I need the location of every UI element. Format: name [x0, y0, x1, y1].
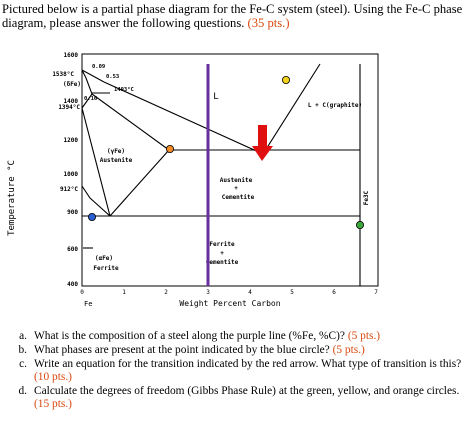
region-plus-1: + — [234, 185, 238, 192]
y-tick-900: 900 — [67, 209, 78, 216]
y-tick-1394: 1394°C — [58, 104, 80, 111]
question-d — [8, 385, 470, 411]
label-0-53: 0.53 — [106, 74, 120, 80]
question-points: (15 pts.) — [34, 398, 72, 410]
y-tick-1400: 1400 — [63, 98, 78, 105]
y-tick-600: 600 — [67, 246, 78, 253]
blue-circle — [88, 213, 95, 220]
question-letter: a. — [19, 330, 27, 342]
intro-text: Pictured below is a partial phase diagram for the Fe-C system (steel). Using the Fe-C phase diagram, please answer the following questions. — [2, 2, 463, 30]
region-ferrite: Ferrite — [93, 265, 119, 272]
x-tick-2: 2 — [164, 289, 168, 296]
question-letter: c. — [19, 358, 27, 370]
y-axis-label: Temperature °C — [7, 160, 17, 236]
region-fer-cem-1: Ferrite — [209, 241, 235, 248]
question-points: (5 pts.) — [332, 344, 365, 356]
yellow-circle — [282, 76, 289, 83]
question-text: What is the composition of a steel along the purple line (%Fe, %C)? — [34, 330, 345, 342]
region-plus-2: + — [220, 250, 224, 257]
question-b — [8, 344, 470, 357]
region-l-graphite: L + C(graphite) — [307, 102, 363, 109]
x-tick-3: 3 — [206, 289, 210, 296]
region-fe3c: Fe3C — [363, 190, 370, 206]
question-text: Calculate the degrees of freedom (Gibbs Phase Rule) at the green, yellow, and orange circles. — [34, 385, 460, 397]
fe-c-phase-diagram — [0, 48, 474, 314]
question-text: What phases are present at the point indicated by the blue circle? — [34, 344, 330, 356]
y-tick-1000: 1000 — [63, 171, 78, 178]
region-aus-cem-2: Cementite — [221, 194, 255, 201]
question-points: (5 pts.) — [347, 330, 381, 342]
x-tick-4: 4 — [248, 289, 252, 296]
solidus-line — [92, 94, 169, 150]
x-tick-6: 6 — [332, 289, 336, 296]
x-tick-7: 7 — [374, 289, 378, 296]
question-points: (10 pts.) — [34, 371, 72, 383]
region-delta: (δFe) — [62, 81, 82, 88]
region-aus-cem-1: Austenite — [219, 177, 253, 184]
x-left-label: Fe — [84, 300, 93, 308]
label-1493: 1493°C — [114, 87, 134, 93]
question-c — [8, 358, 470, 384]
y-tick-912: 912°C — [59, 186, 78, 193]
y-tick-1600: 1600 — [63, 52, 78, 59]
question-list — [8, 330, 470, 412]
question-letter: b. — [18, 344, 27, 356]
intro-points: (35 pts.) — [247, 16, 290, 30]
green-circle — [356, 221, 363, 228]
label-0-09: 0.09 — [92, 64, 106, 70]
x-tick-0: 0 — [80, 289, 84, 296]
orange-circle — [166, 145, 173, 152]
label-0-16: 0.16 — [84, 96, 98, 102]
question-letter: d. — [18, 385, 27, 397]
x-tick-1: 1 — [122, 289, 126, 296]
x-tick-5: 5 — [290, 289, 294, 296]
y-tick-1538: 1538°C — [52, 71, 74, 78]
region-fer-cem-2: Cementite — [205, 259, 239, 266]
intro-paragraph — [2, 2, 472, 30]
region-austenite: Austenite — [99, 157, 133, 164]
question-text: Write an equation for the transition indicated by the red arrow. What type of transition is this? — [34, 358, 462, 370]
delta-boundary — [82, 70, 92, 108]
phase-diagram-svg — [0, 48, 474, 314]
x-axis-label: Weight Percent Carbon — [179, 299, 281, 308]
question-a — [8, 330, 470, 343]
y-tick-400: 400 — [67, 281, 78, 288]
region-alpha: (αFe) — [94, 255, 114, 262]
y-tick-1200: 1200 — [63, 137, 78, 144]
region-gamma: (γFe) — [106, 148, 126, 155]
region-liquid: L — [213, 92, 219, 102]
